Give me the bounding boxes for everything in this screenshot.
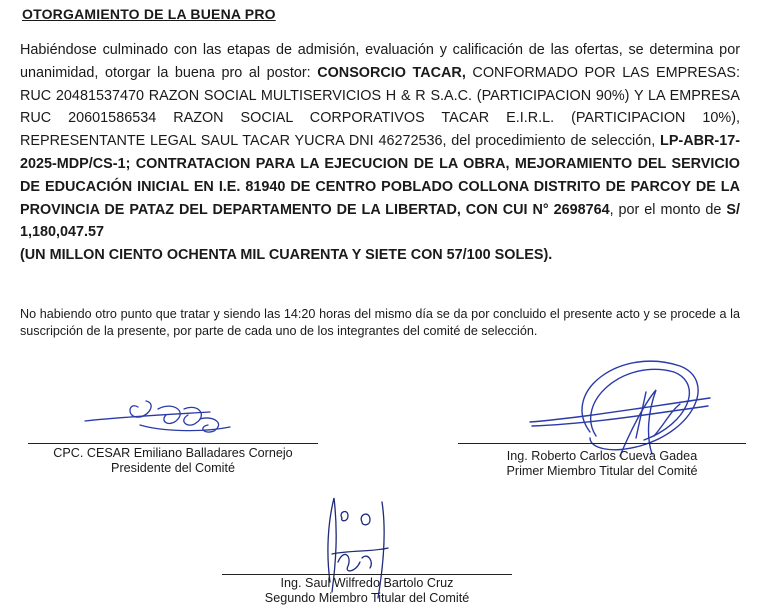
award-paragraph (20, 39, 740, 267)
signatory-first-member (458, 449, 746, 479)
section-heading: OTORGAMIENTO DE LA BUENA PRO (22, 6, 276, 22)
bidder-name: CONSORCIO TACAR (317, 64, 462, 81)
bidder-comma: , (461, 64, 473, 81)
signature-line-president (28, 443, 318, 444)
signature-line-first-member (458, 443, 746, 444)
signatory-first-member-role: Primer Miembro Titular del Comité (506, 464, 698, 478)
consortium-details: CONFORMADO POR LAS EMPRESAS: RUC 20481537470 RAZON SOCIAL MULTISERVICIOS H & R S.A.C. (PARTICIPACION 90%) Y LA EMPRESA RUC 20601586534 RAZON SOCIAL CORPORATIVOS TACAR E.I.R.L. (PARTICIPACION 10%), REPRESENTANTE LEGAL SAUL TACAR YUCRA DNI 46272536 (20, 64, 741, 150)
amount-prefix: , por el monto de (609, 201, 727, 218)
award-amount: S/ 1,180,047.57 (20, 201, 740, 241)
signatory-second-member-role: Segundo Miembro Titular del Comité (264, 591, 470, 605)
procedure-prefix: , del procedimiento de selección, (442, 133, 661, 150)
signatory-president (28, 446, 318, 476)
signature-president (80, 395, 250, 450)
award-intro: Habiéndose culminado con las etapas de admisión, evaluación y calificación de las ofertas, se determina por unanimidad, otorgar la buena pro al postor: (20, 42, 740, 81)
signature-first-member (520, 352, 720, 464)
closing-paragraph: No habiendo otro punto que tratar y siendo las 14:20 horas del mismo día se da por concluido el presente acto y se procede a la suscripción de la presente, por parte de cada uno de los integrantes del comité de selección. (20, 307, 740, 339)
procedure-code: LP-ABR-17-2025-MDP/CS-1; CONTRATACION PARA LA EJECUCION DE LA OBRA, MEJORAMIENTO DEL SERVICIO DE EDUCACIÓN INICIAL EN I.E. 81940 DE CENTRO POBLADO COLLONA DISTRITO DE PARCOY DE LA PROVINCIA DE PATAZ DEL DEPARTAMENTO DE LA LIBERTAD, CON CUI N° 2698764 (20, 133, 740, 218)
signatory-first-member-name: Ing. Roberto Carlos Cueva Gadea (506, 449, 698, 463)
signatory-president-name: CPC. CESAR Emiliano Balladares Cornejo (53, 446, 293, 460)
signatory-second-member-name: Ing. Saul Wilfredo Bartolo Cruz (280, 576, 454, 590)
signature-line-second-member (222, 574, 512, 575)
signatory-president-role: Presidente del Comité (111, 461, 235, 475)
signatory-second-member (222, 576, 512, 606)
amount-in-words: (UN MILLON CIENTO OCHENTA MIL CUARENTA Y SIETE CON 57/100 SOLES). (20, 247, 553, 264)
